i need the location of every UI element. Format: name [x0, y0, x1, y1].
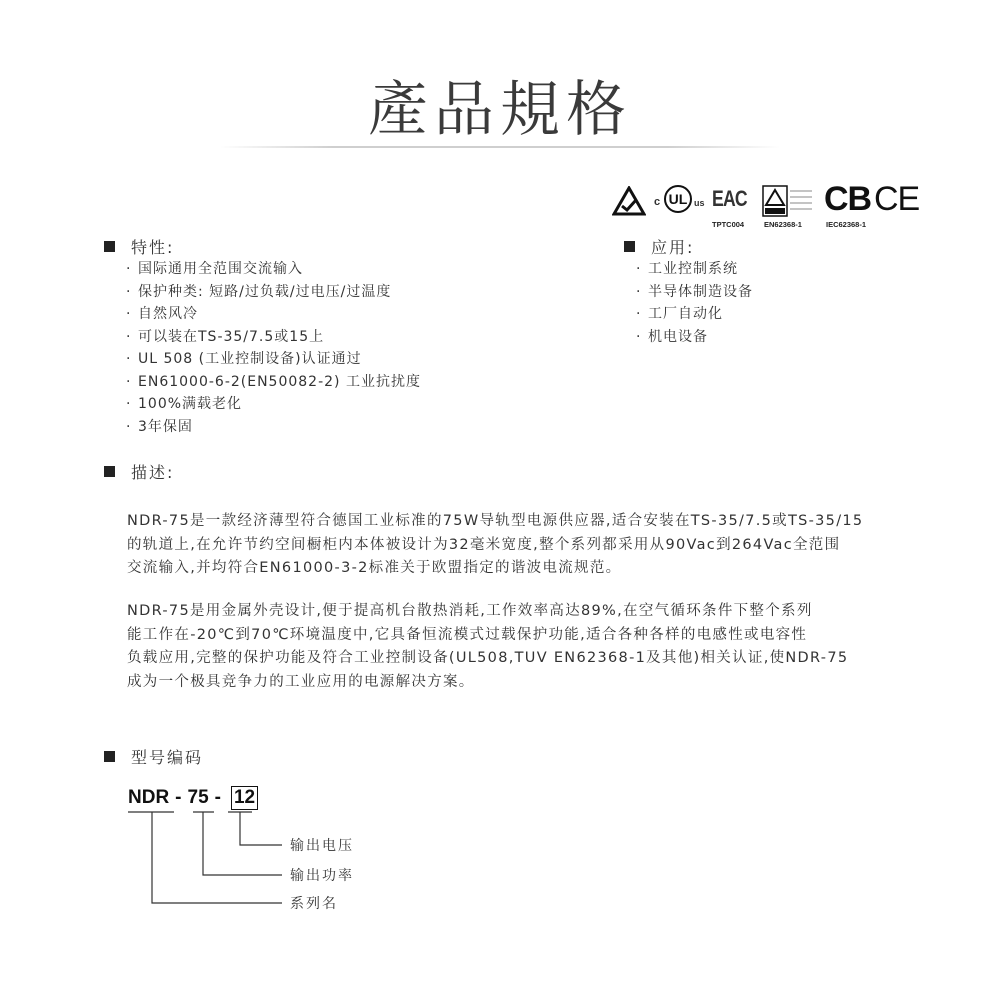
model-power: 75 — [187, 787, 209, 808]
voltage-leader — [240, 812, 282, 845]
features-heading: 特性: — [104, 235, 174, 258]
output-voltage-label: 输出电压 — [290, 838, 354, 854]
list-item: · 工业控制系统 — [636, 261, 738, 277]
eac-icon: EAC — [712, 186, 747, 211]
paragraph-line: 能工作在-20℃到70℃环境温度中,它具备恒流模式过载保护功能,适合各种各样的电感性或电容性 — [127, 626, 808, 643]
output-power-label: 输出功率 — [290, 868, 354, 884]
applications-heading: 应用: — [624, 235, 694, 258]
tptc-tag: TPTC004 — [712, 220, 745, 229]
list-item: · 工厂自动化 — [636, 306, 723, 322]
list-item: · 机电设备 — [636, 328, 708, 345]
paragraph-line: NDR-75是一款经济薄型符合德国工业标准的75W导轨型电源供应器,适合安装在TS-35/7.5或TS-35/15 — [127, 513, 864, 529]
list-item: · 3年保固 — [126, 418, 193, 435]
paragraph-line: 负载应用,完整的保护功能及符合工业控制设备(UL508,TUV EN62368-1及其他)相关认证,使NDR-75 — [127, 650, 849, 666]
model-series: NDR — [128, 787, 170, 808]
list-item: · 可以装在TS-35/7.5或15上 — [126, 328, 325, 345]
list-item: · 国际通用全范围交流输入 — [126, 261, 303, 277]
paragraph-line: 的轨道上,在允许节约空间橱柜内本体被设计为32毫米宽度,整个系列都采用从90Vac到264Vac全范围 — [127, 536, 841, 553]
list-item: · 自然风冷 — [126, 306, 198, 322]
model-number: NDR - 75 - 12 — [128, 786, 258, 810]
series-name-label: 系列名 — [290, 896, 338, 912]
paragraph-line: 成为一个极具竞争力的工业应用的电源解决方案。 — [127, 673, 475, 690]
list-item: · 半导体制造设备 — [636, 283, 753, 300]
list-item: · 保护种类: 短路/过负载/过电压/过温度 — [126, 283, 392, 300]
list-item: · EN61000-6-2(EN50082-2) 工业抗扰度 — [126, 373, 421, 390]
page-title: 產品規格 — [368, 75, 632, 145]
power-leader — [203, 812, 282, 875]
iec62368-tag: IEC62368-1 — [826, 220, 867, 229]
list-item: · 100%满载老化 — [126, 396, 243, 412]
list-item: · UL 508 (工业控制设备)认证通过 — [126, 351, 362, 367]
model-voltage: 12 — [231, 786, 258, 810]
cul-us-icon: c UL us — [654, 184, 708, 216]
description-heading: 描述: — [104, 460, 174, 483]
paragraph-line: 交流输入,并均符合EN61000-3-2标准关于欧盟指定的谐波电流规范。 — [127, 560, 622, 576]
model-code-heading: 型号编码 — [104, 745, 203, 768]
ce-icon: CE — [874, 180, 920, 218]
en62368-tag: EN62368-1 — [764, 220, 802, 229]
series-leader — [152, 812, 282, 903]
paragraph-line: NDR-75是用金属外壳设计,便于提高机台散热消耗,工作效率高达89%,在空气循环条件下整个系列 — [127, 603, 813, 619]
svg-text:UL: UL — [668, 191, 688, 207]
cb-icon: CB — [824, 180, 872, 218]
